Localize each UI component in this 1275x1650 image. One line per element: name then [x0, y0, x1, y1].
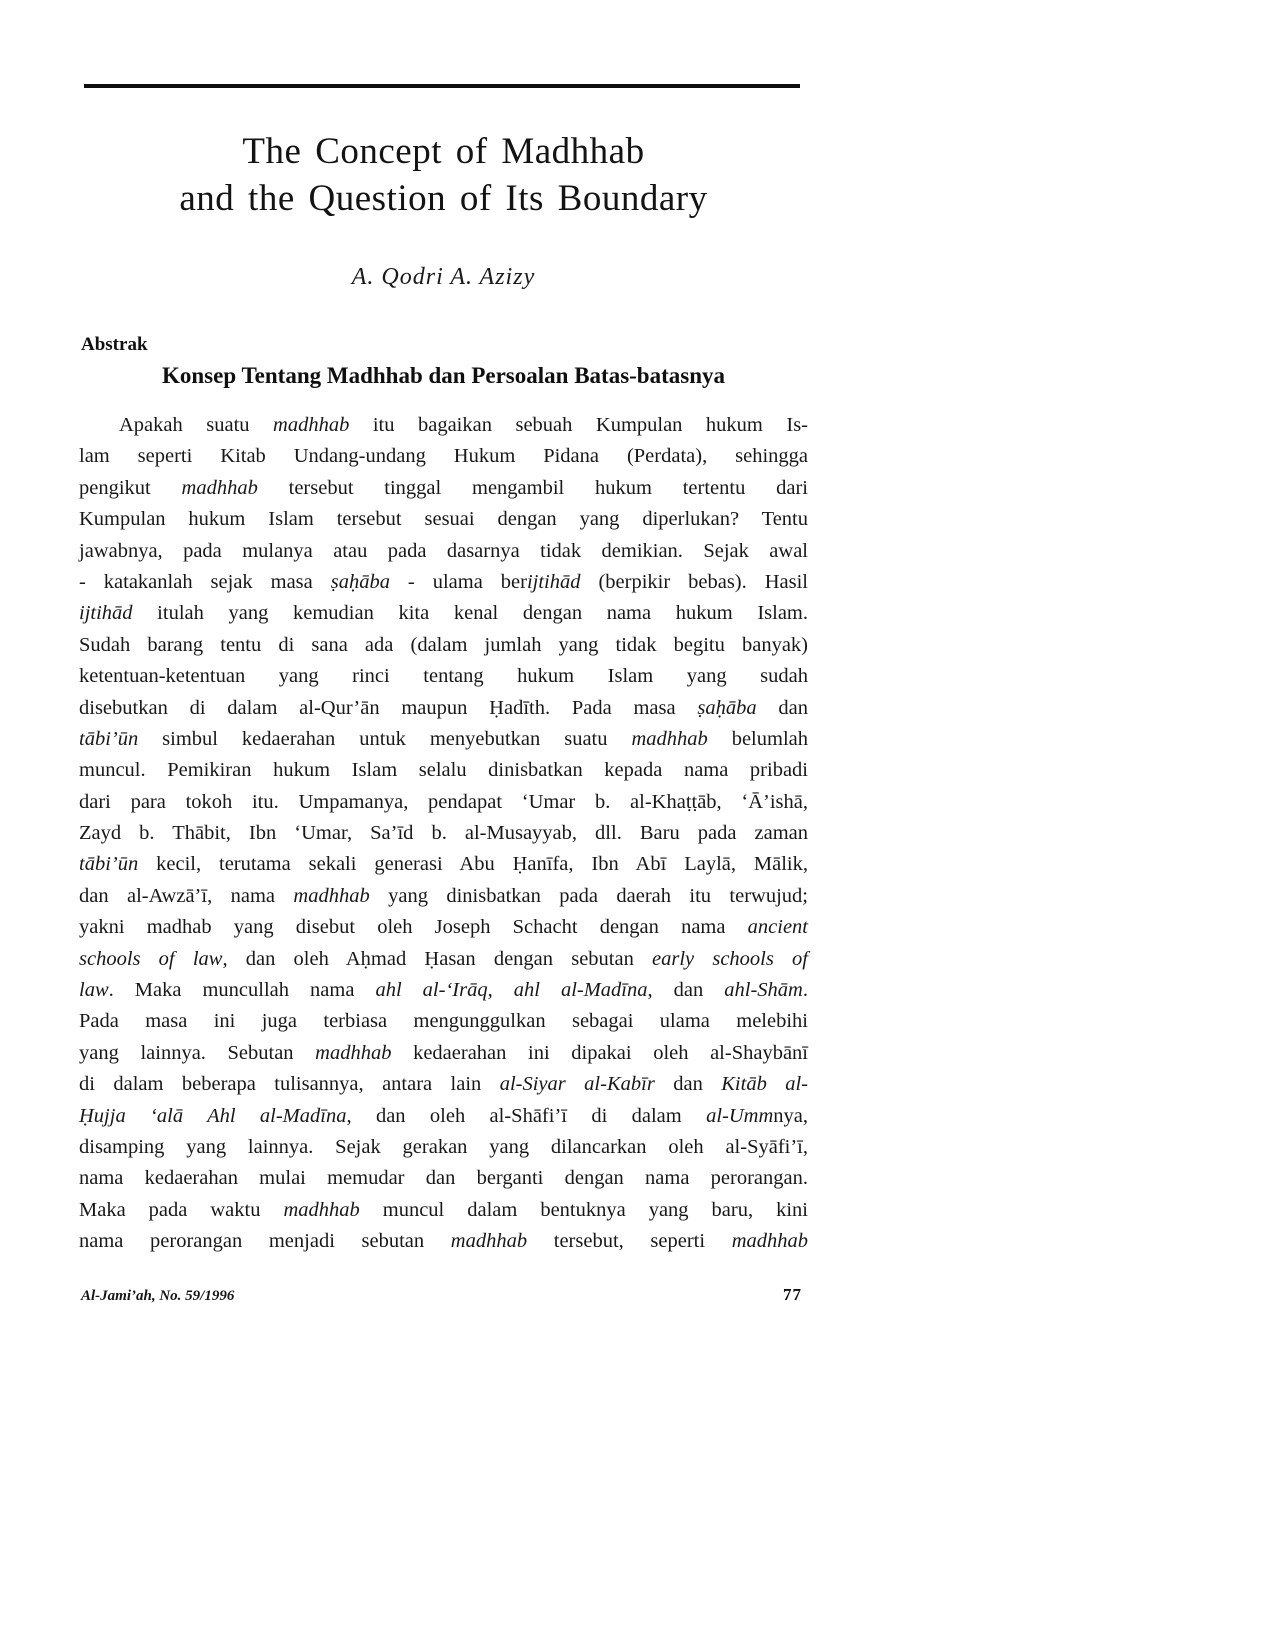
paragraph-line: Sudah barang tentu di sana ada (dalam jumlah yang tidak begitu banyak) — [79, 633, 808, 656]
paragraph-line: ketentuan-ketentuan yang rinci tentang hukum Islam yang sudah — [79, 665, 808, 688]
paragraph-line: nama perorangan menjadi sebutan madhhab tersebut, seperti madhhab — [79, 1230, 808, 1253]
article-title-line-2: and the Question of Its Boundary — [179, 178, 708, 219]
article-title — [79, 128, 808, 222]
abstract-heading: Konsep Tentang Madhhab dan Persoalan Batas-batasnya — [161, 363, 725, 388]
paragraph-line: Ḥujja ‘alā Ahl al-Madīna, dan oleh al-Shāfi’ī di dalam al-Ummnya, — [79, 1104, 808, 1127]
abstract-label: Abstrak — [81, 334, 148, 355]
paragraph-line: schools of law, dan oleh Aḥmad Ḥasan dengan sebutan early schools of — [79, 947, 808, 970]
article-title-line-1: The Concept of Madhhab — [242, 131, 645, 172]
paragraph-line: nama kedaerahan mulai memudar dan berganti dengan nama perorangan. — [79, 1167, 808, 1190]
paragraph-line: - katakanlah sejak masa ṣaḥāba - ulama berijtihād (berpikir bebas). Hasil — [79, 570, 808, 593]
paragraph-line: yang lainnya. Sebutan madhhab kedaerahan ini dipakai oleh al-Shaybānī — [79, 1041, 809, 1064]
abstract-paragraph — [79, 410, 808, 1258]
paragraph-line: dari para tokoh itu. Umpamanya, pendapat ‘Umar b. al-Khaṭṭāb, ‘Ā’ishā, — [79, 790, 808, 813]
paragraph-line: Pada masa ini juga terbiasa mengunggulkan sebagai ulama melebihi — [79, 1010, 808, 1033]
paragraph-line: tābi’ūn kecil, terutama sekali generasi Abu Ḥanīfa, Ibn Abī Laylā, Mālik, — [79, 853, 808, 876]
paragraph-line: Zayd b. Thābit, Ibn ‘Umar, Sa’īd b. al-Musayyab, dll. Baru pada zaman — [79, 822, 808, 845]
paragraph-line: tābi’ūn simbul kedaerahan untuk menyebutkan suatu madhhab belumlah — [79, 727, 808, 750]
paragraph-line: Kumpulan hukum Islam tersebut sesuai dengan yang diperlukan? Tentu — [79, 508, 808, 531]
top-rule — [84, 84, 800, 88]
author-name: A. Qodri A. Azizy — [351, 264, 536, 290]
paragraph-line: disamping yang lainnya. Sejak gerakan yang dilancarkan oleh al-Syāfi’ī, — [79, 1135, 808, 1158]
paragraph-line: lam seperti Kitab Undang-undang Hukum Pidana (Perdata), sehingga — [79, 445, 808, 468]
paragraph-line: muncul. Pemikiran hukum Islam selalu dinisbatkan kepada nama pribadi — [79, 759, 808, 782]
paragraph-line: yakni madhab yang disebut oleh Joseph Schacht dengan nama ancient — [79, 916, 808, 939]
paragraph-line: di dalam beberapa tulisannya, antara lain al-Siyar al-Kabīr dan Kitāb al- — [79, 1073, 809, 1096]
page-number: 77 — [783, 1285, 802, 1304]
paragraph-line: law. Maka muncullah nama ahl al-‘Irāq, ahl al-Madīna, dan ahl-Shām. — [79, 979, 808, 1002]
journal-footer: Al-Jami’ah, No. 59/1996 — [81, 1288, 235, 1304]
paragraph-line: Apakah suatu madhhab itu bagaikan sebuah Kumpulan hukum Is- — [119, 414, 809, 436]
paragraph-line: dan al-Awzā’ī, nama madhhab yang dinisbatkan pada daerah itu terwujud; — [79, 884, 808, 907]
paragraph-line: ijtihād itulah yang kemudian kita kenal dengan nama hukum Islam. — [79, 602, 808, 625]
paragraph-line: jawabnya, pada mulanya atau pada dasarnya tidak demikian. Sejak awal — [79, 539, 808, 562]
paragraph-line: disebutkan di dalam al-Qur’ān maupun Ḥadīth. Pada masa ṣaḥāba dan — [79, 696, 808, 719]
paragraph-line: Maka pada waktu madhhab muncul dalam bentuknya yang baru, kini — [79, 1198, 808, 1221]
paragraph-line: pengikut madhhab tersebut tinggal mengambil hukum tertentu dari — [79, 476, 808, 499]
